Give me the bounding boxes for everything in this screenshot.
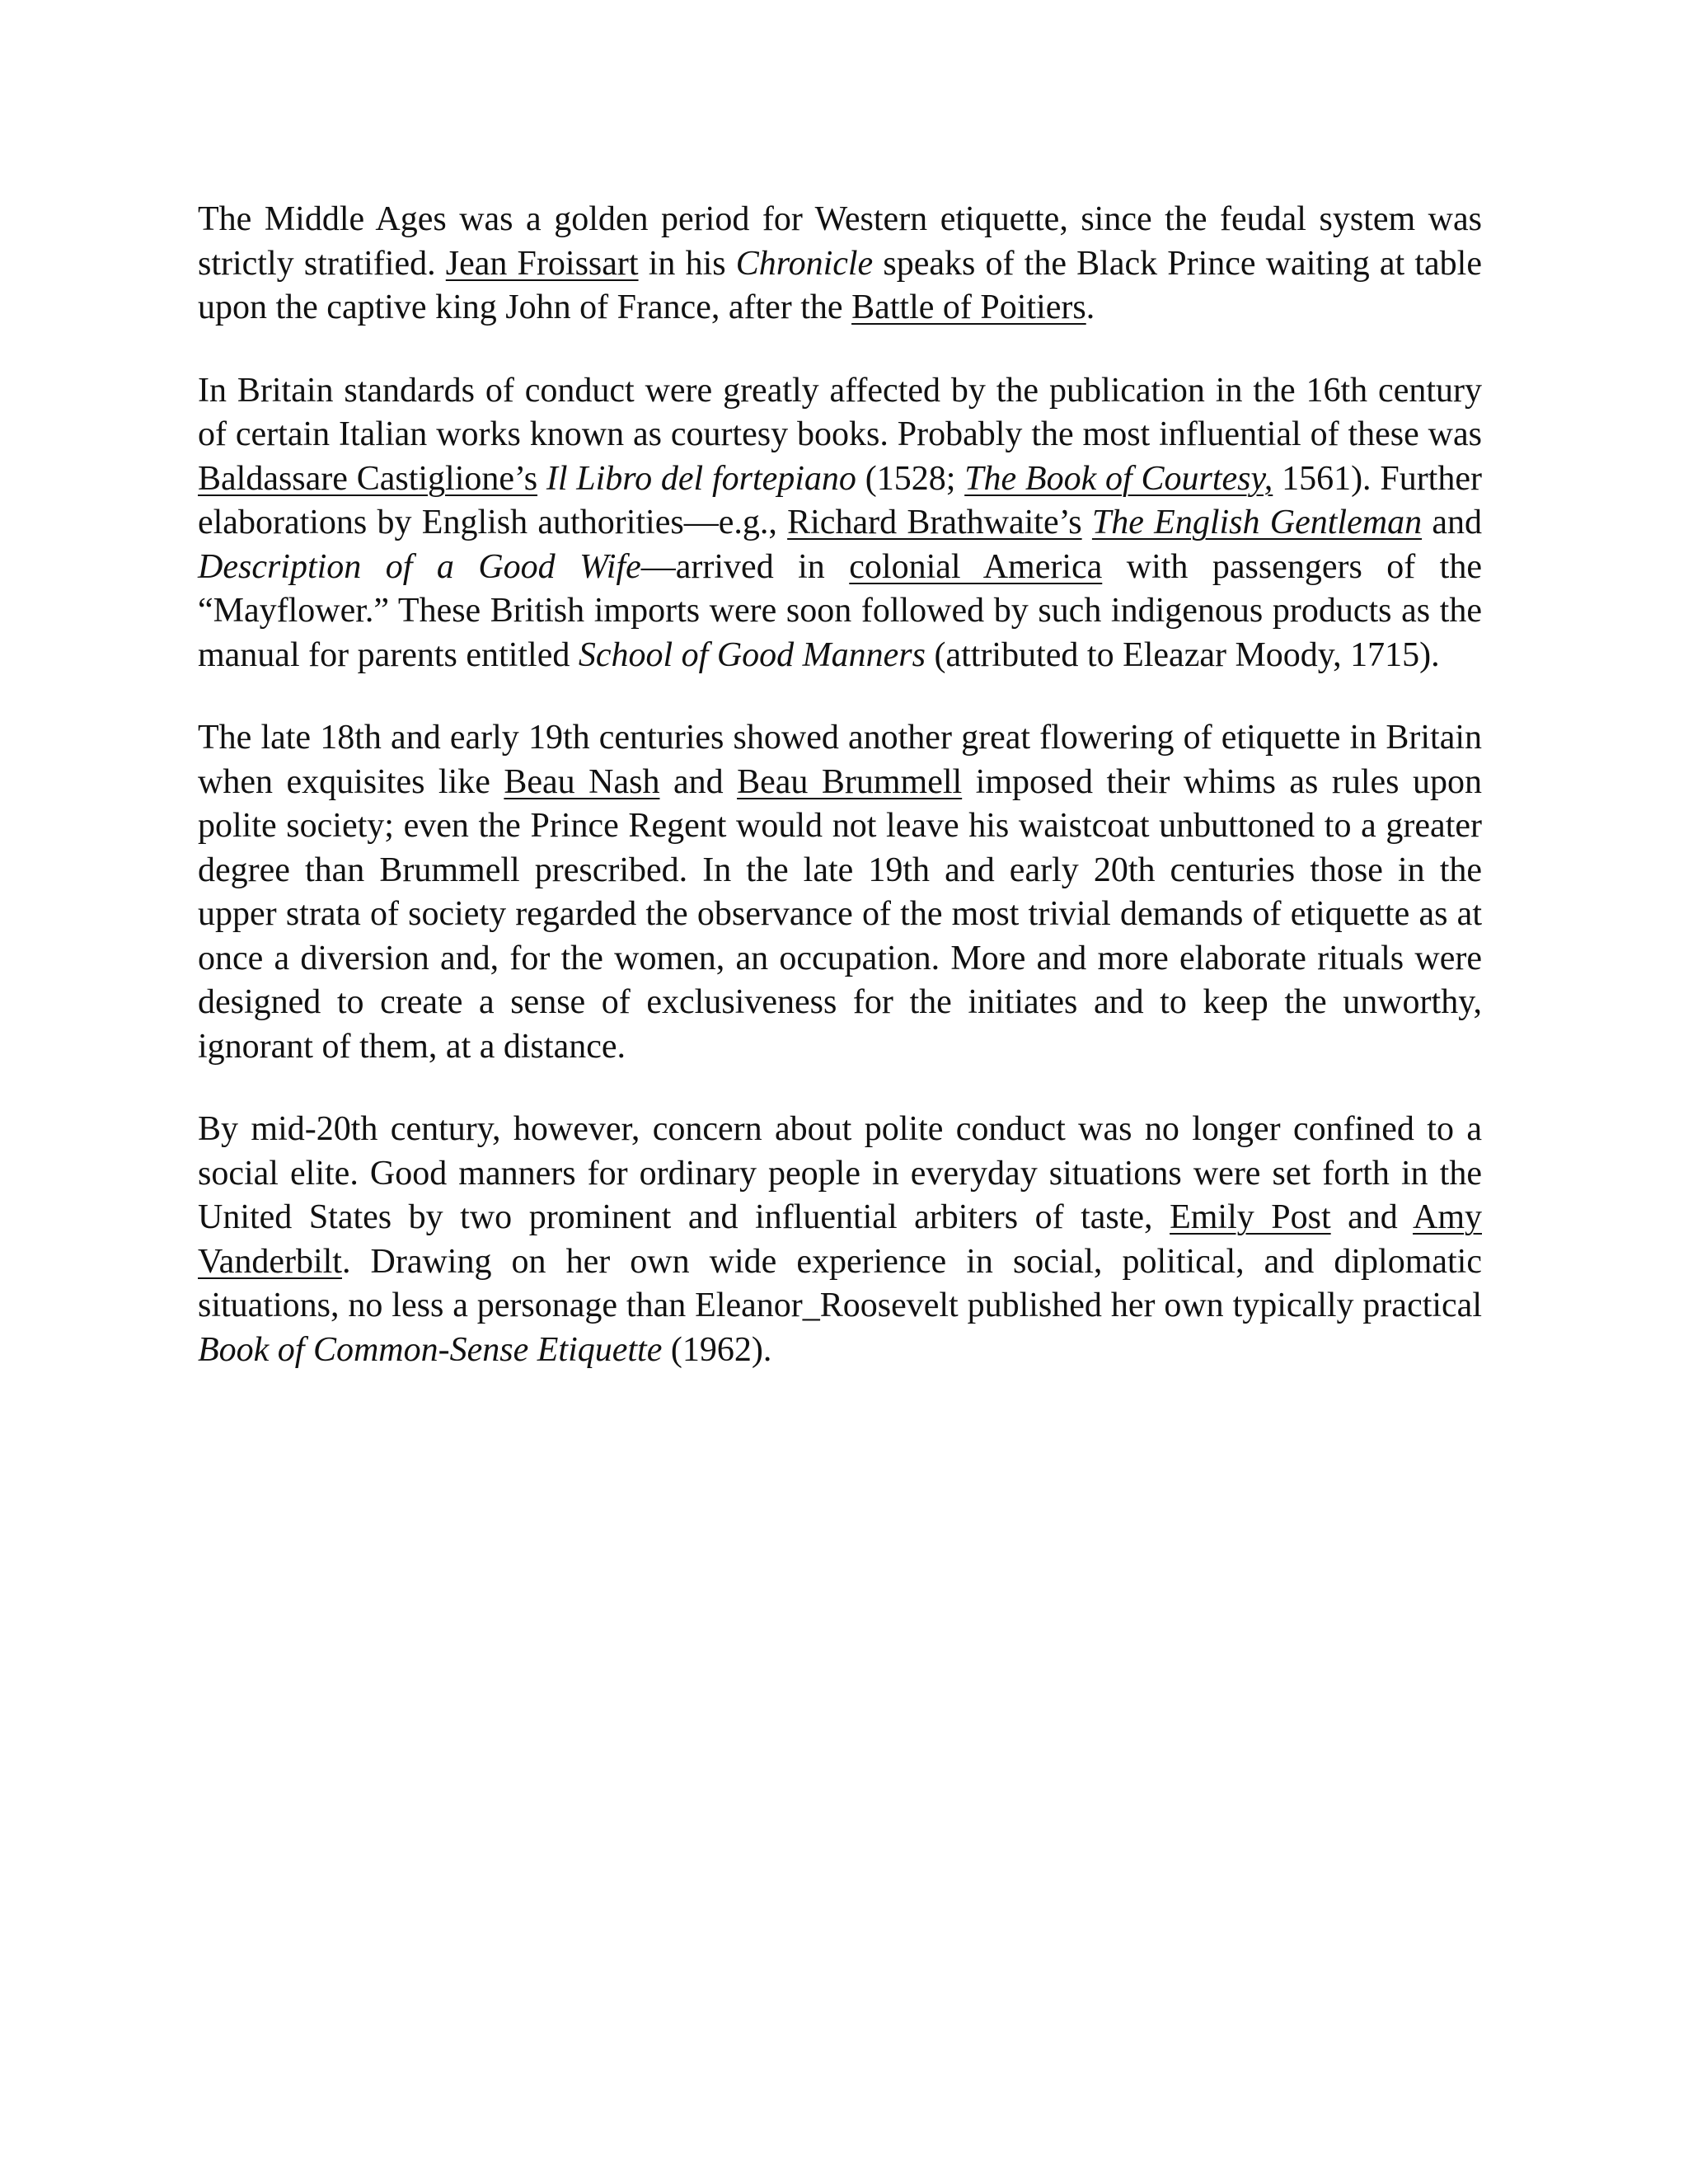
- link[interactable]: Beau Brummell: [737, 762, 963, 801]
- text-run: In Britain standards of conduct were greatly affected by the publication in the 16th century of certain Italian works known as courtesy books. Probably the most influential of these was: [198, 371, 1482, 453]
- text-run: 1561). Further elaborations by English authorities—e.g.,: [198, 459, 1482, 541]
- paragraph-1: [198, 198, 1482, 330]
- link[interactable]: The English Gentleman: [1091, 504, 1423, 541]
- link[interactable]: Battle of Poitiers: [851, 288, 1086, 326]
- text-run: and: [1330, 1198, 1413, 1236]
- link[interactable]: The Book of Courtesy,: [964, 459, 1273, 498]
- paragraph-2: [198, 369, 1482, 678]
- text-run: [1082, 504, 1092, 541]
- text-run: (attributed to Eleazar Moody, 1715).: [925, 635, 1440, 674]
- link[interactable]: Richard Brathwaite’s: [787, 504, 1082, 541]
- paragraph-3: [198, 716, 1482, 1069]
- text-run: (1528;: [856, 459, 965, 498]
- text-run: [537, 460, 546, 498]
- text-run: with passengers of the “Mayflower.” These British imports were soon followed by such indigenous products as the manual for parents entitled: [198, 547, 1482, 674]
- link[interactable]: Jean Froissart: [445, 244, 639, 283]
- text-run: speaks of the Black Prince waiting at table upon the captive king John of France, after the: [198, 244, 1482, 326]
- text-run: The late 18th and early 19th centuries showed another great flowering of etiquette in Britain when exquisites like: [198, 719, 1482, 801]
- link[interactable]: Amy Vanderbilt: [198, 1198, 1482, 1281]
- document-page: [198, 198, 1482, 1411]
- text-run: imposed their whims as rules upon polite society; even the Prince Regent would not leave his waistcoat unbuttoned to a greater degree than Brummell prescribed. In the late 19th and early 20th centuries those in the upper strata of society regarded the observance of the most trivial demands of etiquette as at once a diversion and, for the women, an occupation. More and more elaborate rituals were designed to create a sense of exclusiveness for the initiates and to keep the unworthy, ignorant of them, at a distance.: [198, 762, 1482, 1066]
- italic-title: Chronicle: [735, 244, 874, 283]
- italic-title: Description of a Good Wife: [198, 547, 641, 586]
- link[interactable]: Baldassare Castiglione’s: [198, 459, 538, 498]
- paragraph-4: [198, 1108, 1482, 1372]
- text-run: and: [1422, 504, 1482, 541]
- text-run: . Drawing on her own wide experience in social, political, and diplomatic situations, no less a personage than Eleanor_Roosevelt published her own typically practical: [198, 1242, 1482, 1324]
- text-run: The Middle Ages was a golden period for Western etiquette, since the feudal system was strictly stratified.: [198, 200, 1482, 283]
- link[interactable]: colonial America: [849, 547, 1103, 586]
- text-run: —arrived in: [640, 547, 850, 586]
- text-run: (1962).: [662, 1330, 772, 1369]
- italic-title: Book of Common-Sense Etiquette: [198, 1330, 663, 1369]
- text-run: and: [659, 762, 738, 801]
- italic-title: School of Good Manners: [578, 635, 926, 674]
- italic-title: Il Libro del fortepiano: [546, 459, 856, 498]
- text-run: .: [1085, 288, 1095, 326]
- text-run: in his: [638, 244, 736, 283]
- link[interactable]: Beau Nash: [504, 762, 660, 801]
- text-run: By mid-20th century, however, concern about polite conduct was no longer confined to a social elite. Good manners for ordinary people in everyday situations were set forth in the United States by two prominent and influential arbiters of taste,: [198, 1110, 1482, 1236]
- link[interactable]: Emily Post: [1170, 1198, 1331, 1236]
